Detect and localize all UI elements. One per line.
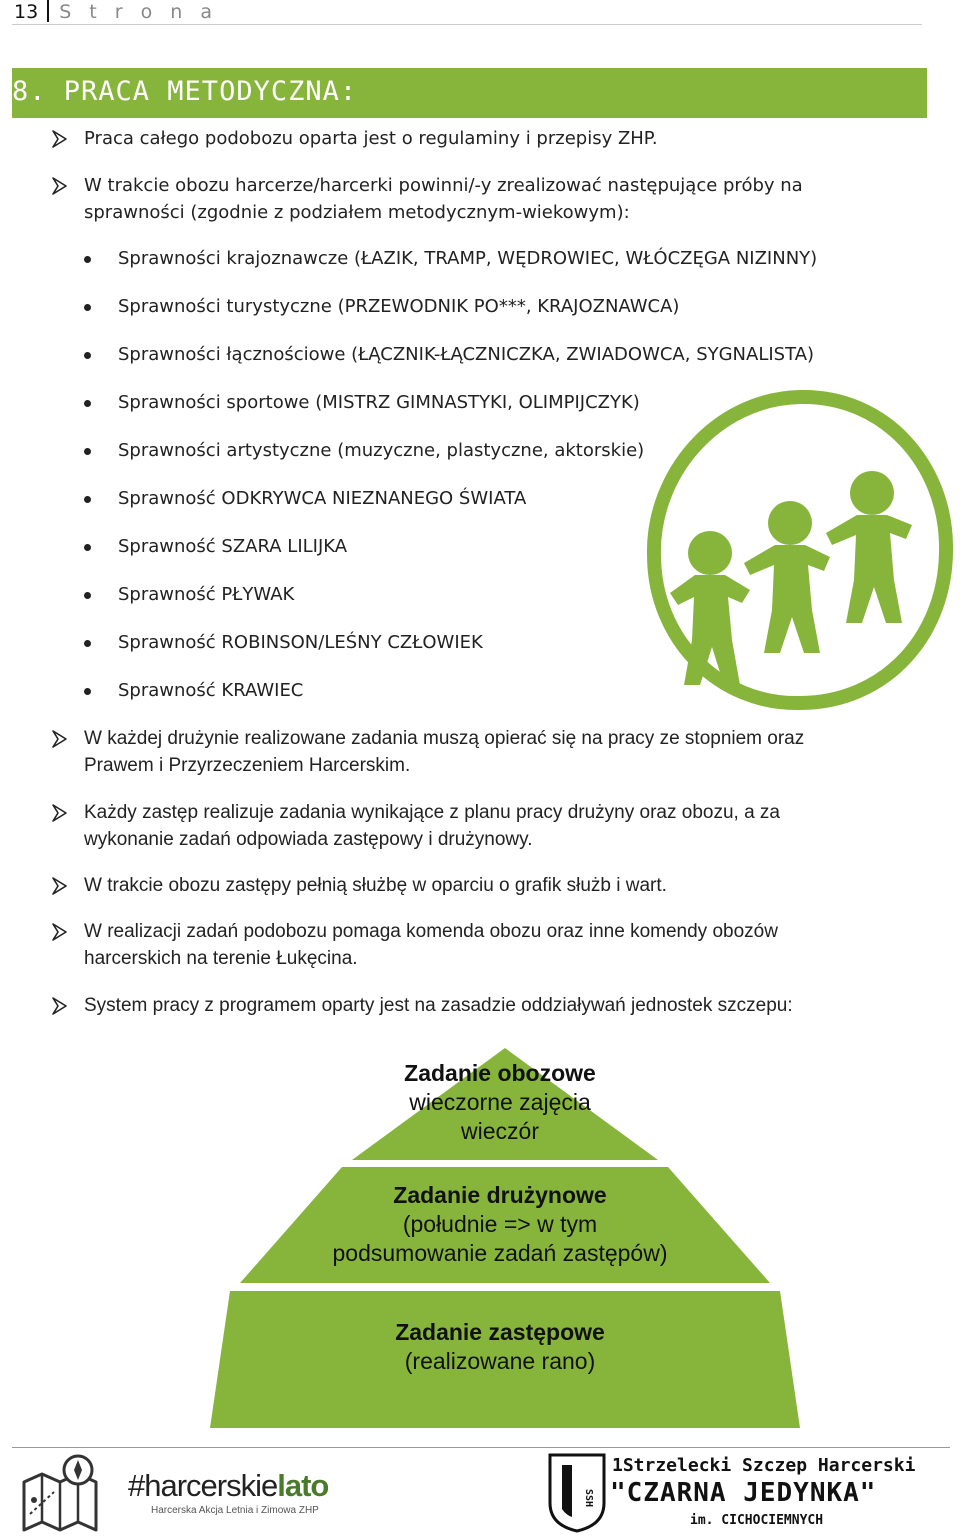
bullet-dot [84, 496, 91, 503]
pyramid-top-line3: wieczór [461, 1118, 539, 1144]
arrow-bullet-icon [50, 803, 70, 823]
bullet-dot [84, 448, 91, 455]
bullet-dot [84, 592, 91, 599]
sub-item: Sprawność KRAWIEC [118, 680, 304, 701]
list-item: W realizacji zadań podobozu pomaga komenda obozu oraz inne komendy obozów harcerskich na terenie Łukęcina. [84, 921, 778, 969]
list-item: W trakcie obozu harcerze/harcerki powinni/-y zrealizować następujące próby na sprawności (zgodnie z podziałem metodycznym-wiekowym): [84, 175, 803, 223]
section-banner [12, 68, 927, 118]
people-circle-logo [640, 385, 958, 715]
page-word: S t r o n a [59, 1, 219, 23]
header-separator [47, 0, 49, 22]
arrow-bullet-icon [50, 729, 70, 749]
list-item: System pracy z programem oparty jest na zasadzie oddziaływań jednostek szczepu: [84, 995, 793, 1016]
list-item: Każdy zastęp realizuje zadania wynikające z planu pracy drużyny oraz obozu, a za wykonanie zadań odpowiada zastępowy i drużynowy. [84, 802, 780, 850]
szczep-name-line1: 1Strzelecki Szczep Harcerski [612, 1455, 916, 1476]
sub-item: Sprawności artystyczne (muzyczne, plastyczne, aktorskie) [118, 440, 645, 461]
list-item: W trakcie obozu zastępy pełnią służbę w oparciu o grafik służb i wart. [84, 875, 667, 896]
sub-item: Sprawności turystyczne (PRZEWODNIK PO***, KRAJOZNAWCA) [118, 296, 680, 317]
list-item: Praca całego podobozu oparta jest o regulaminy i przepisy ZHP. [84, 128, 658, 149]
section-title: 8. PRACA METODYCZNA: [12, 76, 358, 107]
map-compass-logo [20, 1452, 102, 1534]
arrow-bullet-icon [50, 129, 70, 149]
pyramid-top-text [200, 1059, 800, 1146]
arrow-bullet-icon [50, 876, 70, 896]
szczep-shield-logo [548, 1453, 606, 1533]
arrow-bullet-icon [50, 996, 70, 1016]
footer-rule [12, 1447, 950, 1448]
hashtag-logo [128, 1468, 328, 1504]
pyramid-top-title: Zadanie obozowe [404, 1060, 596, 1086]
pyramid-top-line2: wieczorne zajęcia [409, 1089, 591, 1115]
hashtag-subtitle: Harcerska Akcja Letnia i Zimowa ZHP [151, 1505, 319, 1516]
arrow-bullet-icon [50, 176, 70, 196]
sub-item: Sprawność SZARA LILIJKA [118, 536, 348, 557]
shield-text: SSH [583, 1489, 594, 1508]
list-item: W każdej drużynie realizowane zadania muszą opierać się na pracy ze stopniem oraz Prawem i Przyrzeczeniem Harcerskim. [84, 728, 805, 776]
hashtag-accent: lato [277, 1468, 329, 1503]
pyramid-bottom-title: Zadanie zastępowe [395, 1319, 605, 1345]
bullet-dot [84, 544, 91, 551]
hashtag-main: #harcerskie [128, 1468, 278, 1503]
sub-item: Sprawności krajoznawcze (ŁAZIK, TRAMP, WĘDROWIEC, WŁÓCZĘGA NIZINNY) [118, 248, 818, 269]
pyramid-middle-line2: (południe => w tym [402, 1211, 598, 1237]
pyramid-middle-text [200, 1181, 800, 1268]
header-rule [12, 24, 922, 25]
sub-item: Sprawność ODKRYWCA NIEZNANEGO ŚWIATA [118, 488, 527, 509]
szczep-name-line2: "CZARNA JEDYNKA" [610, 1478, 877, 1508]
bullet-dot [84, 352, 91, 359]
pyramid-middle-line3: podsumowanie zadań zastępów) [332, 1240, 668, 1266]
page-header [14, 0, 218, 23]
sub-item: Sprawność PŁYWAK [118, 584, 295, 605]
sub-item: Sprawności łącznościowe (ŁĄCZNIK-ŁĄCZNICZKA, ZWIADOWCA, SYGNALISTA) [118, 344, 815, 365]
sub-item: Sprawność ROBINSON/LEŚNY CZŁOWIEK [118, 632, 483, 653]
pyramid-bottom-line2: (realizowane rano) [404, 1348, 596, 1374]
pyramid-bottom-text [200, 1318, 800, 1376]
szczep-name-line3: im. CICHOCIEMNYCH [690, 1513, 824, 1528]
bullet-dot [84, 304, 91, 311]
page-number: 13 [14, 1, 39, 23]
bullet-dot [84, 256, 91, 263]
bullet-dot [84, 640, 91, 647]
bullet-dot [84, 400, 91, 407]
sub-item: Sprawności sportowe (MISTRZ GIMNASTYKI, OLIMPIJCZYK) [118, 392, 640, 413]
bullet-dot [84, 688, 91, 695]
arrow-bullet-icon [50, 922, 70, 942]
pyramid-middle-title: Zadanie drużynowe [393, 1182, 607, 1208]
